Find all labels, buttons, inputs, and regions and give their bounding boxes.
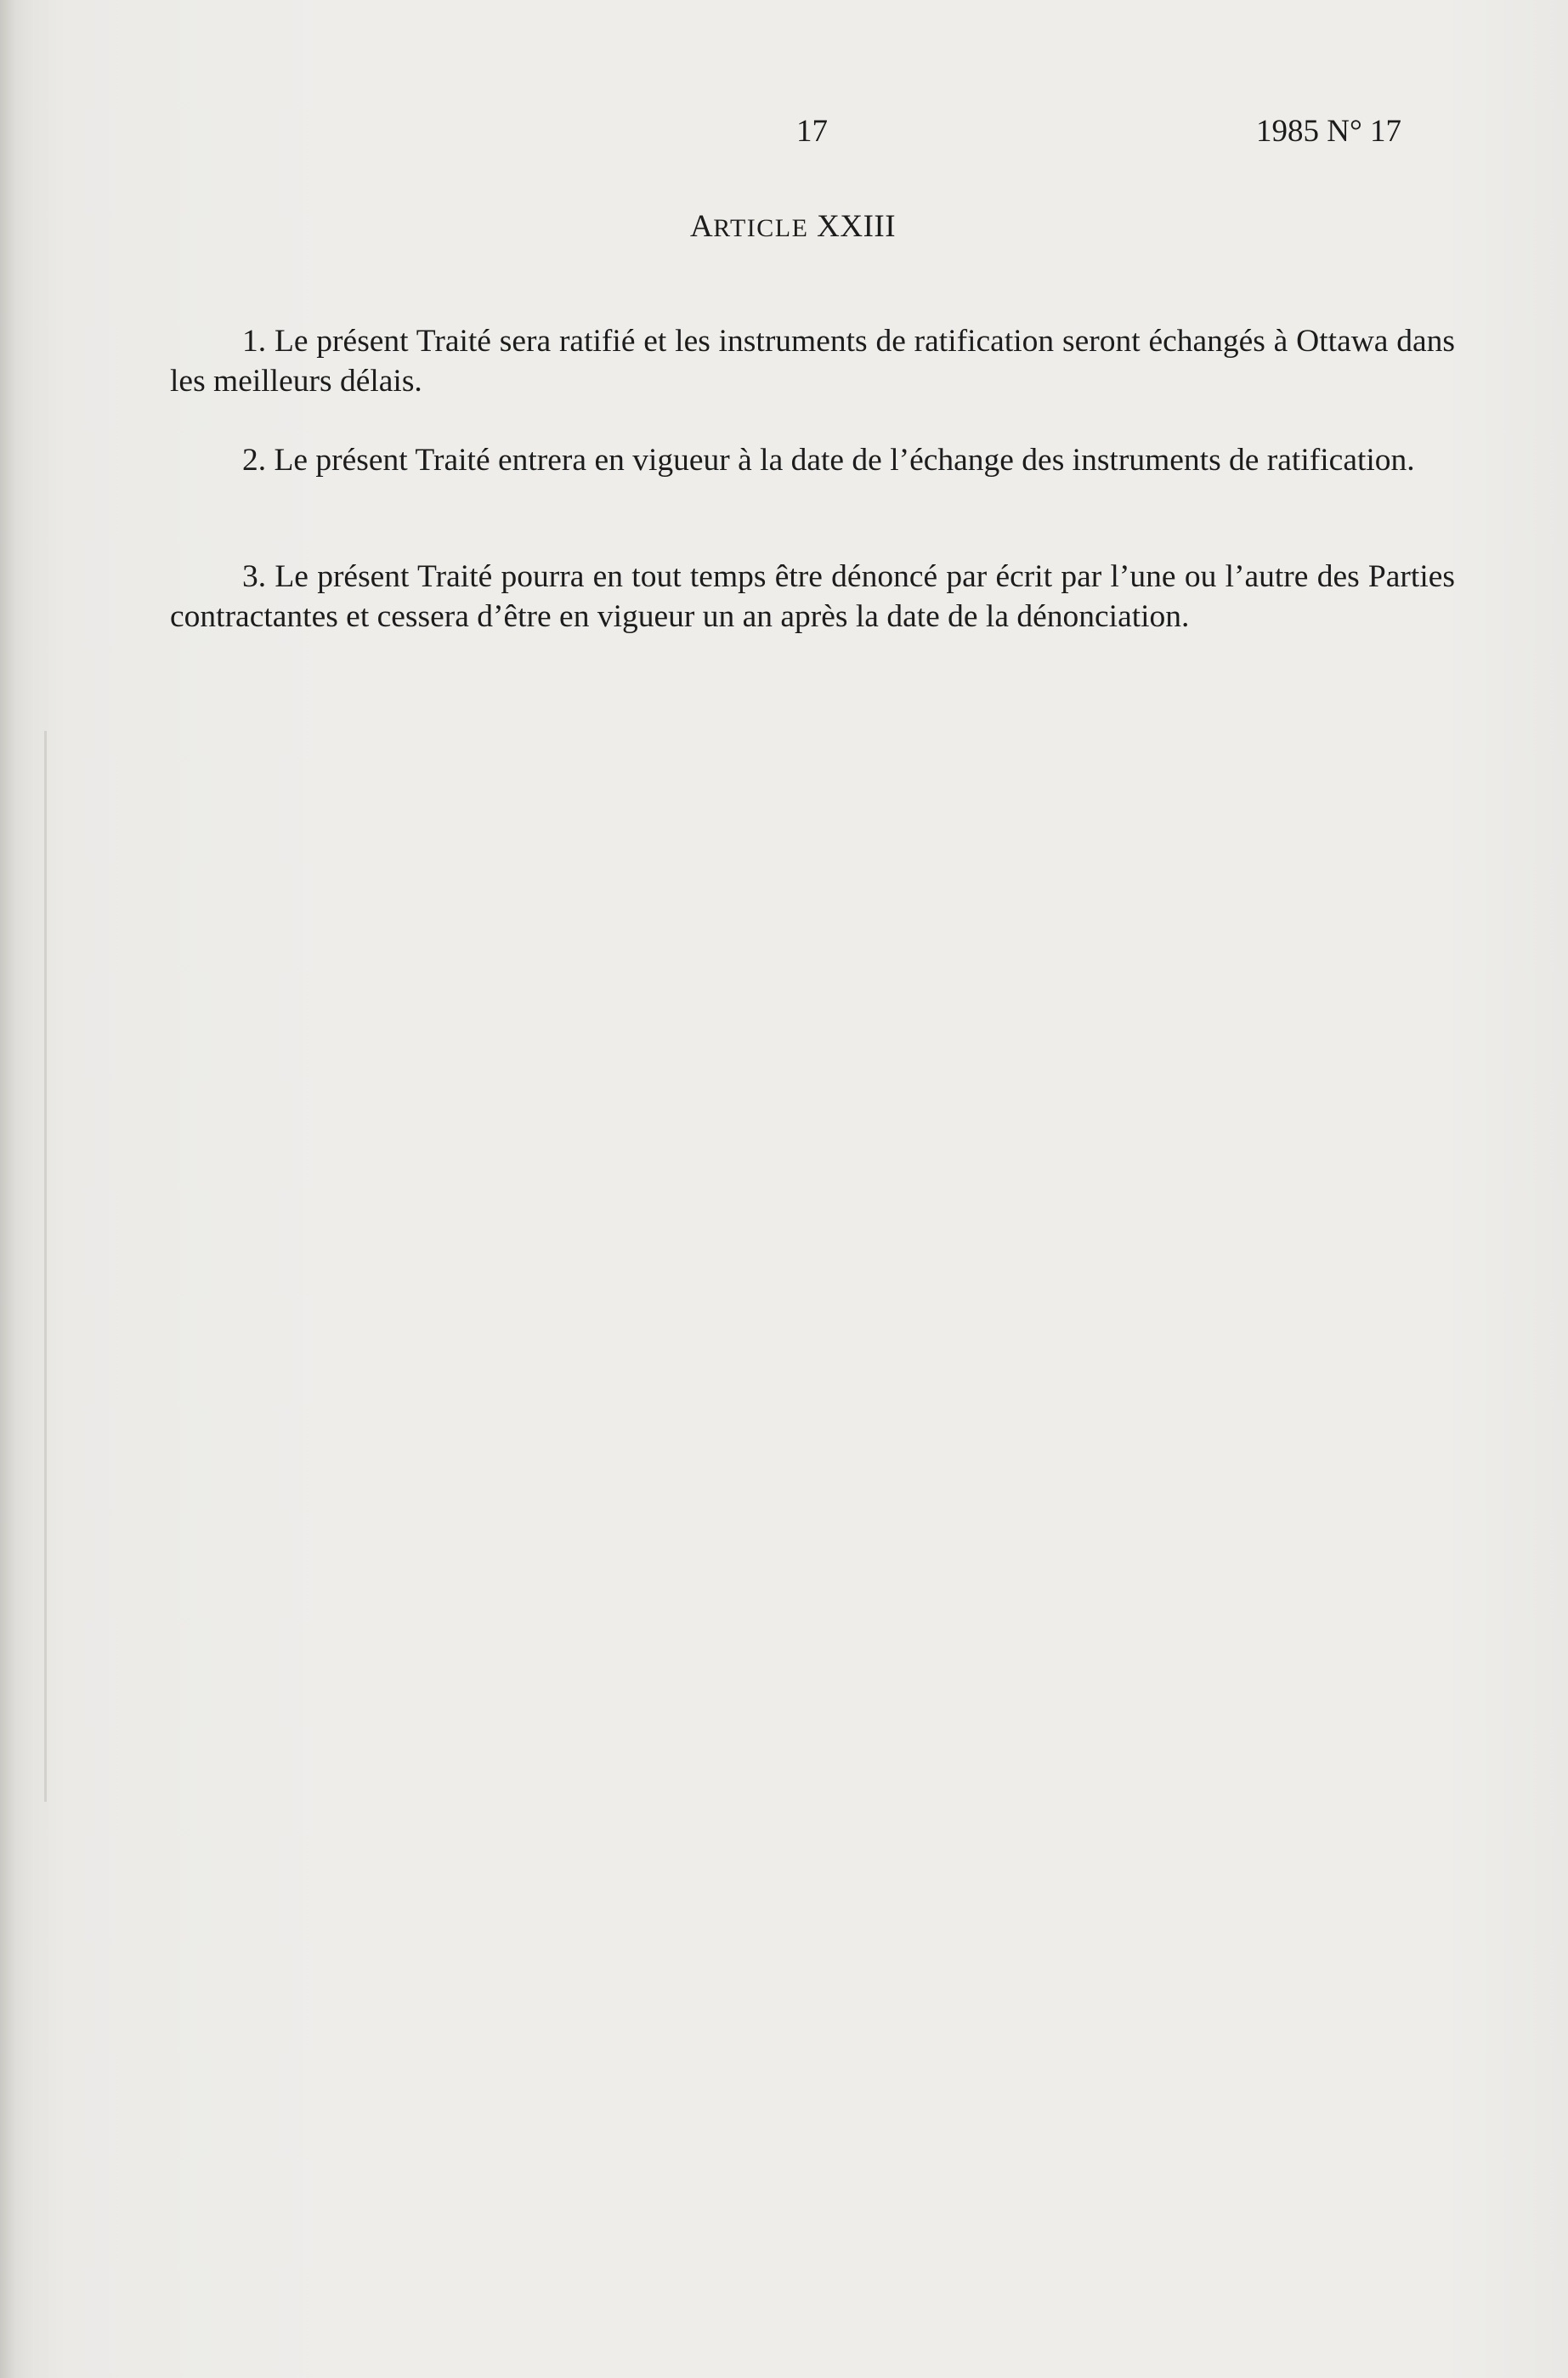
article-heading-initial: A <box>690 209 714 244</box>
page-binding-shadow <box>0 0 66 2378</box>
article-heading <box>690 208 896 245</box>
paragraph-1: 1. Le présent Traité sera ratifié et les instruments de ratification seront échangés à Ottawa dans les meilleurs délais. <box>170 323 1455 399</box>
running-header: 1985 N° 17 <box>1256 114 1402 149</box>
page-number: 17 <box>796 114 828 149</box>
article-heading-word: RTICLE <box>713 214 809 242</box>
page-binding-crease <box>44 731 47 1802</box>
paragraph-3: 3. Le présent Traité pourra en tout temps être dénoncé par écrit par l’une ou l’autre des Parties contractantes et cessera d’être en vigueur un an après la date de la dénonciation. <box>170 558 1455 634</box>
article-heading-numeral: XXIII <box>817 209 897 244</box>
paragraph-2: 2. Le présent Traité entrera en vigueur à la date de l’échange des instruments de ratification. <box>242 442 1415 478</box>
